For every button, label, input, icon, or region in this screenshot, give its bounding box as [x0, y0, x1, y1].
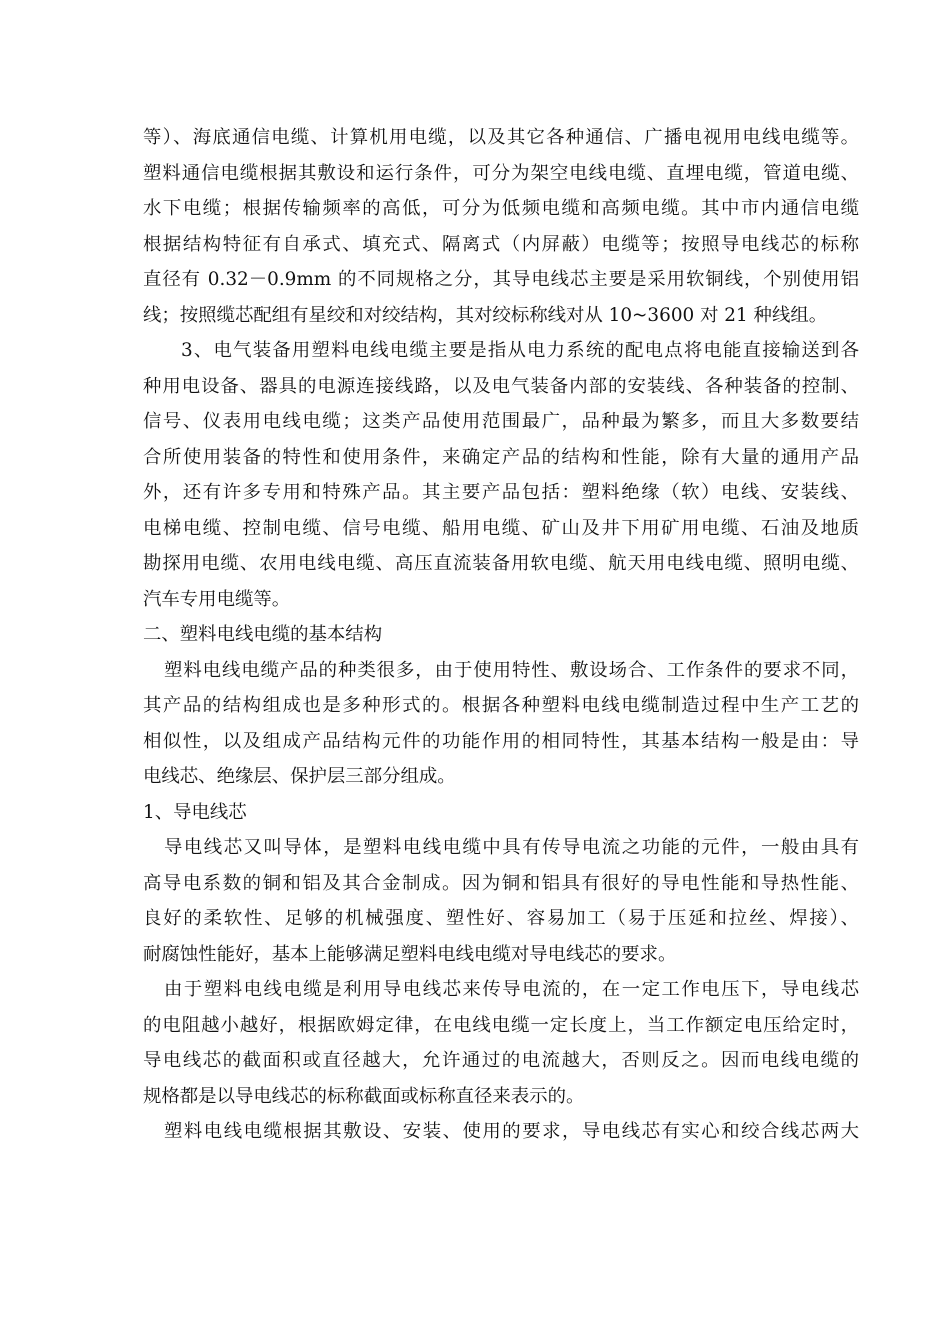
text-line: 根据结构特征有自承式、填充式、隔离式（内屏蔽）电缆等；按照导电线芯的标称: [143, 233, 859, 255]
text-line: 线；按照缆芯配组有星绞和对绞结构，其对绞标称线对从 10~3600 对 21 种线组。: [143, 304, 828, 326]
text-line: 耐腐蚀性能好，基本上能够满足塑料电线电缆对导电线芯的要求。: [143, 943, 677, 965]
text-line: 导电线芯的截面积或直径越大，允许通过的电流越大，否则反之。因而电线电缆的: [143, 1050, 859, 1071]
text-line: 高导电系数的铜和铝及其合金制成。因为铜和铝具有很好的导电性能和导热性能、: [143, 872, 859, 894]
subsection-heading: 1、导电线芯: [143, 801, 247, 823]
text-line: 信号、仪表用电线电缆；这类产品使用范围最广，品种最为繁多，而且大多数要结: [143, 411, 859, 432]
text-line: 直径有 0.32－0.9mm 的不同规格之分，其导电线芯主要是采用软铜线，个别使用铝: [143, 269, 859, 290]
text-line: 电梯电缆、控制电缆、信号电缆、船用电缆、矿山及井下用矿用电缆、石油及地质: [143, 517, 859, 539]
text-line: 种用电设备、器具的电源连接线路，以及电气装备内部的安装线、各种装备的控制、: [143, 375, 859, 397]
text-line: 其产品的结构组成也是多种形式的。根据各种塑料电线电缆制造过程中生产工艺的: [143, 695, 859, 716]
text-line: 水下电缆；根据传输频率的高低，可分为低频电缆和高频电缆。其中市内通信电缆: [143, 198, 859, 219]
text-line: 相似性，以及组成产品结构元件的功能作用的相同特性，其基本结构一般是由：导: [143, 730, 859, 752]
section-heading: 二、塑料电线电缆的基本结构: [143, 624, 383, 645]
text-line: 等）、海底通信电缆、计算机用电缆，以及其它各种通信、广播电视用电线电缆等。: [143, 127, 859, 148]
text-line: 良好的柔软性、足够的机械强度、塑性好、容易加工（易于压延和拉丝、焊接）、: [143, 908, 859, 929]
text-line: 3、电气装备用塑料电线电缆主要是指从电力系统的配电点将电能直接输送到各: [181, 340, 859, 361]
text-line: 塑料电线电缆产品的种类很多，由于使用特性、敷设场合、工作条件的要求不同，: [164, 659, 859, 681]
text-line: 勘探用电缆、农用电线电缆、高压直流装备用软电缆、航天用电线电缆、照明电缆、: [143, 553, 859, 574]
text-line: 汽车专用电缆等。: [143, 588, 291, 610]
text-line: 塑料电线电缆根据其敷设、安装、使用的要求，导电线芯有实心和绞合线芯两大: [164, 1121, 859, 1142]
text-line: 塑料通信电缆根据其敷设和运行条件，可分为架空电线电缆、直埋电缆，管道电缆、: [143, 162, 859, 184]
text-line: 外，还有许多专用和特殊产品。其主要产品包括：塑料绝缘（软）电线、安装线、: [143, 482, 859, 503]
text-line: 的电阻越小越好，根据欧姆定律，在电线电缆一定长度上，当工作额定电压给定时，: [143, 1014, 859, 1036]
text-line: 合所使用装备的特性和使用条件，来确定产品的结构和性能，除有大量的通用产品: [143, 446, 859, 468]
document-body: [143, 120, 859, 1150]
text-line: 规格都是以导电线芯的标称截面或标称直径来表示的。: [143, 1085, 585, 1107]
text-line: 由于塑料电线电缆是利用导电线芯来传导电流的，在一定工作电压下，导电线芯: [164, 979, 859, 1000]
text-line: 导电线芯又叫导体，是塑料电线电缆中具有传导电流之功能的元件，一般由具有: [164, 837, 859, 858]
text-line: 电线芯、绝缘层、保护层三部分组成。: [143, 766, 456, 787]
